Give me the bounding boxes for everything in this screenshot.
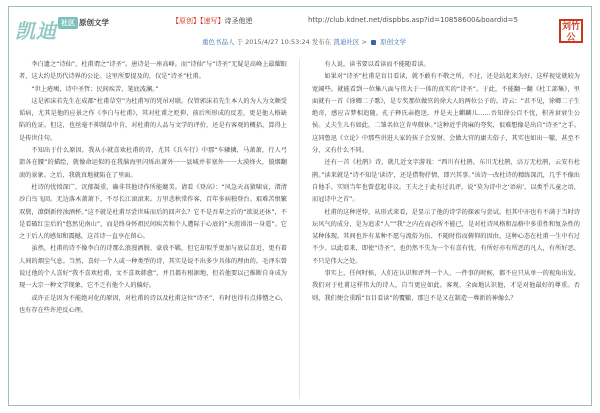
- paragraph: 这是郭沫若先生在成都“杜甫草堂”为杜甫写的凭吊对联。仅管郭沫若先生本人的为人为文颇受诟病，尤其是他的应景之作《李白与杜甫》，其对杜甫之贬抑，前后所形成的反差，更是他人格缺陷的佐证。但这，也丝毫不抑制草中肯，对杜甫的人品与文学的评价，还是有客观的概括，算得上是传世佳句。: [19, 97, 287, 142]
- paragraph: 如果对“诗圣”杜甫是盲目看读，就不敢有不敬之所。不过，还是站起来为好，这样视觉就较为宽阔些。就能看到一位集八面与伟大于一体的真实的“诗圣”。于此，不能翻一翻《杜工部集》，里面就有一首《徐卿二子歌》，是专奖那位做官的徐大人的两位公子的。诗云：“君不见，徐卿二子生绝奇，感应吉梦相追随。孔子释氏亲抱送，并是天上麒麟儿……吾知徐公百不忧，积善衰衰生公侯。丈夫生儿有如此，二雏名位岂肯卑微休。”这种近乎肉麻的夸奖，很难想像是出自“诗圣”之手。这同鲁迅《立论》中那些讲进人家的孩子会发财、会做大官的庸夫俗子，其实也如出一辙，甚至不分，又有什么不同。: [312, 73, 580, 155]
- section-link[interactable]: 原创文学: [380, 38, 407, 46]
- breadcrumb-separator: >: [361, 38, 367, 46]
- title-tag: 【原创】【速写】: [172, 17, 225, 25]
- paragraph: 或许正是因为不能绝对化的原因，对杜甫的诗以及杜甫这位“诗圣”，有时也得有点排憎之心，也有存在些许逆反心理。: [19, 294, 287, 314]
- seal-stamp: 刘竹 公: [559, 19, 583, 43]
- paragraph: 还有一首《杜鹃》诗，就几近文字游戏：“西川有杜鹃，东川无杜鹃，涪万无杜鹃，云安有杜鹃。”读来就是“诗不知是‘读诗’，还是借物抒情，即兴其事。”该诗一改杜诗的精练深沉，几乎不像出自他手。实则当年也曾惹起非议。王夫之于此有过讥评，说“莫为诗中之‘语病’，以类乎儿童之语，而冠诗中之首”。: [312, 159, 580, 204]
- article-url[interactable]: http://club.kdnet.net/dispbbs.asp?id=10858600&boardid=5: [308, 16, 518, 24]
- article-frame: [8, 6, 592, 406]
- article-header: [9, 7, 591, 55]
- column-divider: [299, 59, 300, 399]
- logo-subtitle: 原创文学: [79, 18, 109, 27]
- paragraph: 李白遗之“诗仙”，杜甫谓之“诗圣”。唐诗是一座高峰。而“诗仙”与“诗圣”无疑是高峰上最耀眼者，这大约是历代诗界的公论。这里所要提及的，仅是“诗圣”杜甫。: [19, 61, 287, 81]
- paragraph: 有人说，读书要以看读而不能随看读。: [324, 61, 430, 68]
- article-body: [19, 59, 581, 399]
- left-column: [19, 59, 287, 399]
- right-column: [312, 59, 580, 399]
- paragraph: 虽然，杜甫的诗不像李白的诗那么浪漫洒脱、豪放不羁，但它却似乎更加与底层喜近，更有着人间的烟尘气息。当然，喜好一个人或一种类型的诗，其实是说不出多少具体的理由的。毛泽东曾说过他的个人喜好“我不喜欢杜甫，文不喜欢韩愈”，并且都有根据地，但若他要以己推断自身成为现一大宗一种文学现象，它不乏有他个人的偏好。: [19, 245, 287, 290]
- article-meta: [202, 37, 406, 46]
- section-icon: [371, 40, 376, 45]
- paragraph: “世上疮痍，诗中圣哲；民间疾苦，笔底波澜。”: [31, 85, 159, 93]
- paragraph: 不知出于什么原因，我从小就喜欢杜甫的诗，尤其《兵车行》中那“车辚辚，马萧萧，行人弓箭各在腰”的描绘，就像命运似的在我脑海里闪烁出萧外一一县城并非塞外一一大漠烽火，狼烟翻滚的景象。之后，我就真地就陷在了里面。: [19, 147, 287, 179]
- title-text: 诗圣他逆: [224, 17, 253, 25]
- author-link[interactable]: 重色书品人: [202, 38, 235, 46]
- site-logo[interactable]: [15, 13, 113, 43]
- post-date: 于 2015/4/27 10:53:24 发布在: [236, 38, 332, 46]
- board-link[interactable]: 凯迪社区: [333, 38, 360, 46]
- logo-script: 凯迪: [15, 19, 57, 43]
- paragraph: 事实上，任何时候，人们在认识和评判一个人、一件事的时候，都不应只从单一的视角出发。我们对于杜甫这样伟大的诗人，自当更应如此。客观、全面地认识他，才是对他最好的尊重。否则，我们便会重蹈“盲目看读”的覆辙，那岂不是又在制造一尊新的神像么？: [312, 270, 580, 302]
- paragraph: 杜诗的忧愤深广，沉郁凝重，确非其他诗作所能媲美。请看《登高》：“风急天高猿啸哀，渚清沙白鸟飞回。无边落木萧萧下，不尽长江滚滚来。万里悲秋常作客，百年多病独登台。艰难苦恨繁双鬓，潦倒新停浊酒杯。”这不就是杜甫尽尝世味而后的回声么？它不是吾辈之后的“欲说还休”，不是看破红尘后的“悠然见南山”，而是终身怀祖民间疾苦和个人遭际于心底的“天涯涕泪一身遥”。它之于后人的感知和震撼，这首诗一直享在留心。: [19, 183, 287, 241]
- article-title: [172, 16, 253, 26]
- paragraph: 杜甫的这种逆悖，从形式来看，是显示了他的诗学的探索与尝试。但其中亦也有不满于当时诗坛风气的成分，是为追求“人”“我”之内在而必所不能已，是对杜诗风格和品格中多重性和复杂性的某种体现。其间也许有某种不愿与流俗为伍、不随时俗而俯仰的因由，这种心态在杜甫一生中有过不少。以此看来，即使“诗圣”，也仍然不失为一个有喜有忧、有所好亦有所恶的凡人，有所好恶、不只是伟大之处。: [312, 208, 580, 265]
- logo-badge: 社区: [58, 17, 78, 29]
